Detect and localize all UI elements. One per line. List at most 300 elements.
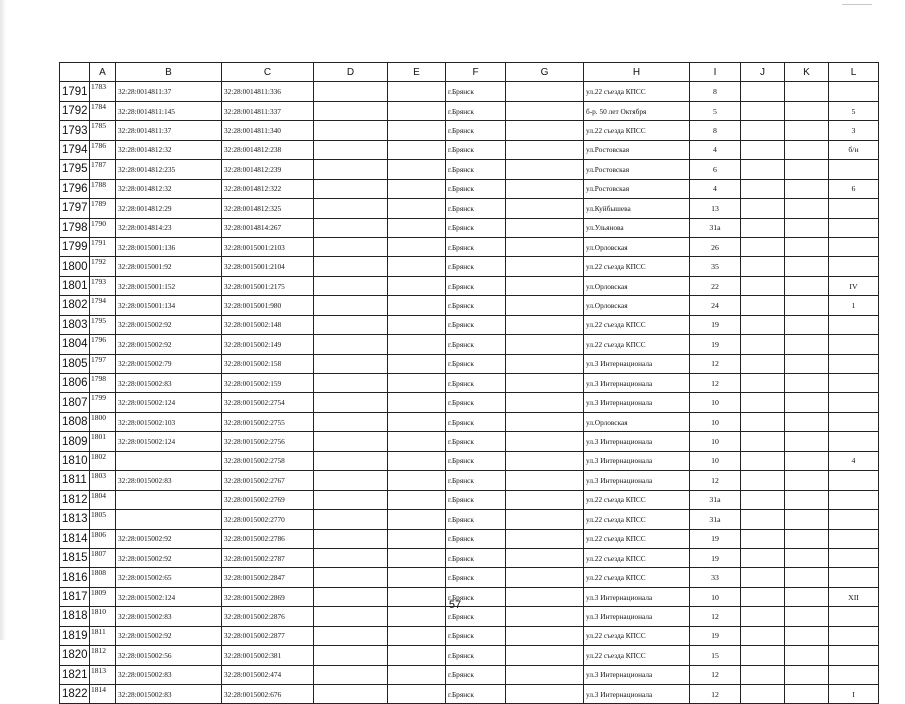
cell-f[interactable]: г.Брянск <box>446 646 506 665</box>
cell-e[interactable] <box>388 82 446 101</box>
cell-c[interactable]: 32:28:0015002:158 <box>222 354 314 373</box>
cell-e[interactable] <box>388 276 446 295</box>
cell-g[interactable] <box>506 82 584 101</box>
cell-a[interactable]: 1801 <box>90 432 116 451</box>
cell-j[interactable] <box>741 393 785 412</box>
cell-h[interactable]: ул.22 съезда КПСС <box>584 490 690 509</box>
cell-h[interactable]: ул.22 съезда КПСС <box>584 626 690 645</box>
cell-i[interactable]: 12 <box>690 354 741 373</box>
cell-i[interactable]: 19 <box>690 315 741 334</box>
cell-e[interactable] <box>388 354 446 373</box>
cell-f[interactable]: г.Брянск <box>446 548 506 567</box>
cell-l[interactable] <box>829 393 879 412</box>
cell-l[interactable] <box>829 315 879 334</box>
cell-l[interactable] <box>829 160 879 179</box>
cell-k[interactable] <box>785 685 829 704</box>
cell-a[interactable]: 1783 <box>90 82 116 101</box>
cell-d[interactable] <box>314 471 388 490</box>
cell-h[interactable]: ул.Орловская <box>584 237 690 256</box>
cell-e[interactable] <box>388 121 446 140</box>
cell-e[interactable] <box>388 374 446 393</box>
cell-h[interactable]: ул.22 съезда КПСС <box>584 257 690 276</box>
cell-a[interactable]: 1804 <box>90 490 116 509</box>
row-number[interactable]: 1796 <box>60 179 90 198</box>
cell-e[interactable] <box>388 626 446 645</box>
cell-b[interactable]: 32:28:0014812:32 <box>116 179 222 198</box>
cell-a[interactable]: 1797 <box>90 354 116 373</box>
cell-d[interactable] <box>314 665 388 684</box>
cell-l[interactable] <box>829 510 879 529</box>
cell-h[interactable]: ул.Орловская <box>584 276 690 295</box>
cell-f[interactable]: г.Брянск <box>446 335 506 354</box>
cell-a[interactable]: 1811 <box>90 626 116 645</box>
cell-l[interactable] <box>829 237 879 256</box>
column-header-k[interactable]: K <box>785 63 829 82</box>
cell-i[interactable]: 4 <box>690 179 741 198</box>
cell-i[interactable]: 31а <box>690 218 741 237</box>
cell-l[interactable] <box>829 82 879 101</box>
cell-k[interactable] <box>785 218 829 237</box>
cell-j[interactable] <box>741 646 785 665</box>
cell-b[interactable]: 32:28:0015001:92 <box>116 257 222 276</box>
cell-i[interactable]: 13 <box>690 199 741 218</box>
cell-d[interactable] <box>314 276 388 295</box>
cell-g[interactable] <box>506 276 584 295</box>
cell-g[interactable] <box>506 529 584 548</box>
cell-f[interactable]: г.Брянск <box>446 354 506 373</box>
cell-i[interactable]: 8 <box>690 121 741 140</box>
cell-c[interactable]: 32:28:0015002:2770 <box>222 510 314 529</box>
cell-b[interactable]: 32:28:0014811:145 <box>116 101 222 120</box>
column-header-a[interactable]: A <box>90 63 116 82</box>
cell-k[interactable] <box>785 393 829 412</box>
cell-b[interactable]: 32:28:0014811:37 <box>116 82 222 101</box>
cell-a[interactable]: 1791 <box>90 237 116 256</box>
cell-j[interactable] <box>741 471 785 490</box>
cell-c[interactable]: 32:28:0015002:676 <box>222 685 314 704</box>
cell-g[interactable] <box>506 374 584 393</box>
cell-l[interactable] <box>829 626 879 645</box>
cell-i[interactable]: 33 <box>690 568 741 587</box>
cell-g[interactable] <box>506 315 584 334</box>
column-header-j[interactable]: J <box>741 63 785 82</box>
cell-f[interactable]: г.Брянск <box>446 626 506 645</box>
row-number[interactable]: 1798 <box>60 218 90 237</box>
cell-f[interactable]: г.Брянск <box>446 529 506 548</box>
cell-d[interactable] <box>314 393 388 412</box>
cell-d[interactable] <box>314 354 388 373</box>
cell-d[interactable] <box>314 296 388 315</box>
cell-b[interactable]: 32:28:0015001:136 <box>116 237 222 256</box>
cell-k[interactable] <box>785 296 829 315</box>
cell-b[interactable]: 32:28:0015002:92 <box>116 315 222 334</box>
cell-e[interactable] <box>388 393 446 412</box>
cell-h[interactable]: ул.3 Интернационала <box>584 374 690 393</box>
cell-k[interactable] <box>785 548 829 567</box>
cell-d[interactable] <box>314 529 388 548</box>
cell-i[interactable]: 5 <box>690 101 741 120</box>
cell-g[interactable] <box>506 121 584 140</box>
cell-c[interactable]: 32:28:0014812:325 <box>222 199 314 218</box>
row-number[interactable]: 1821 <box>60 665 90 684</box>
row-number[interactable]: 1820 <box>60 646 90 665</box>
row-number[interactable]: 1815 <box>60 548 90 567</box>
cell-c[interactable]: 32:28:0014812:322 <box>222 179 314 198</box>
cell-a[interactable]: 1803 <box>90 471 116 490</box>
row-number[interactable]: 1809 <box>60 432 90 451</box>
cell-l[interactable] <box>829 548 879 567</box>
cell-f[interactable]: г.Брянск <box>446 510 506 529</box>
cell-e[interactable] <box>388 218 446 237</box>
row-number[interactable]: 1808 <box>60 412 90 431</box>
cell-e[interactable] <box>388 296 446 315</box>
row-number[interactable]: 1818 <box>60 607 90 626</box>
cell-b[interactable]: 32:28:0015002:83 <box>116 685 222 704</box>
cell-e[interactable] <box>388 529 446 548</box>
cell-a[interactable]: 1813 <box>90 665 116 684</box>
cell-a[interactable]: 1807 <box>90 548 116 567</box>
cell-b[interactable]: 32:28:0015002:124 <box>116 587 222 606</box>
row-number[interactable]: 1797 <box>60 199 90 218</box>
row-number[interactable]: 1805 <box>60 354 90 373</box>
cell-i[interactable]: 31а <box>690 490 741 509</box>
cell-l[interactable] <box>829 257 879 276</box>
cell-c[interactable]: 32:28:0015002:2754 <box>222 393 314 412</box>
cell-b[interactable]: 32:28:0015001:152 <box>116 276 222 295</box>
cell-j[interactable] <box>741 354 785 373</box>
row-number[interactable]: 1817 <box>60 587 90 606</box>
cell-h[interactable]: ул.22 съезда КПСС <box>584 82 690 101</box>
cell-f[interactable]: г.Брянск <box>446 451 506 470</box>
cell-c[interactable]: 32:28:0014814:267 <box>222 218 314 237</box>
cell-h[interactable]: б-р. 50 лет Октября <box>584 101 690 120</box>
cell-f[interactable]: г.Брянск <box>446 276 506 295</box>
cell-j[interactable] <box>741 665 785 684</box>
cell-k[interactable] <box>785 257 829 276</box>
cell-k[interactable] <box>785 568 829 587</box>
cell-c[interactable]: 32:28:0014812:238 <box>222 140 314 159</box>
cell-c[interactable]: 32:28:0015002:159 <box>222 374 314 393</box>
cell-j[interactable] <box>741 101 785 120</box>
cell-e[interactable] <box>388 101 446 120</box>
cell-f[interactable]: г.Брянск <box>446 665 506 684</box>
cell-e[interactable] <box>388 490 446 509</box>
cell-d[interactable] <box>314 646 388 665</box>
cell-a[interactable]: 1787 <box>90 160 116 179</box>
cell-k[interactable] <box>785 471 829 490</box>
cell-l[interactable] <box>829 354 879 373</box>
cell-k[interactable] <box>785 587 829 606</box>
cell-e[interactable] <box>388 568 446 587</box>
cell-k[interactable] <box>785 529 829 548</box>
cell-d[interactable] <box>314 490 388 509</box>
cell-b[interactable]: 32:28:0014811:37 <box>116 121 222 140</box>
cell-g[interactable] <box>506 237 584 256</box>
column-header-i[interactable]: I <box>690 63 741 82</box>
cell-f[interactable]: г.Брянск <box>446 179 506 198</box>
cell-d[interactable] <box>314 432 388 451</box>
cell-d[interactable] <box>314 374 388 393</box>
cell-h[interactable]: ул.3 Интернационала <box>584 451 690 470</box>
cell-d[interactable] <box>314 510 388 529</box>
cell-b[interactable]: 32:28:0015002:83 <box>116 471 222 490</box>
cell-f[interactable]: г.Брянск <box>446 490 506 509</box>
cell-e[interactable] <box>388 607 446 626</box>
cell-e[interactable] <box>388 335 446 354</box>
cell-b[interactable]: 32:28:0015002:83 <box>116 607 222 626</box>
cell-a[interactable]: 1809 <box>90 587 116 606</box>
cell-f[interactable]: г.Брянск <box>446 685 506 704</box>
cell-a[interactable]: 1796 <box>90 335 116 354</box>
cell-h[interactable]: ул.3 Интернационала <box>584 607 690 626</box>
cell-j[interactable] <box>741 607 785 626</box>
cell-j[interactable] <box>741 412 785 431</box>
cell-l[interactable] <box>829 568 879 587</box>
cell-h[interactable]: ул.3 Интернационала <box>584 685 690 704</box>
cell-k[interactable] <box>785 626 829 645</box>
cell-d[interactable] <box>314 626 388 645</box>
cell-j[interactable] <box>741 218 785 237</box>
cell-e[interactable] <box>388 179 446 198</box>
cell-h[interactable]: ул.3 Интернационала <box>584 471 690 490</box>
cell-b[interactable]: 32:28:0015002:79 <box>116 354 222 373</box>
cell-h[interactable]: ул.22 съезда КПСС <box>584 510 690 529</box>
cell-i[interactable]: 19 <box>690 548 741 567</box>
cell-a[interactable]: 1799 <box>90 393 116 412</box>
cell-d[interactable] <box>314 101 388 120</box>
cell-c[interactable]: 32:28:0014811:340 <box>222 121 314 140</box>
cell-g[interactable] <box>506 393 584 412</box>
cell-c[interactable]: 32:28:0015002:2877 <box>222 626 314 645</box>
cell-a[interactable]: 1784 <box>90 101 116 120</box>
cell-g[interactable] <box>506 101 584 120</box>
cell-e[interactable] <box>388 587 446 606</box>
cell-j[interactable] <box>741 374 785 393</box>
cell-h[interactable]: ул.3 Интернационала <box>584 665 690 684</box>
cell-e[interactable] <box>388 412 446 431</box>
cell-a[interactable]: 1795 <box>90 315 116 334</box>
cell-g[interactable] <box>506 140 584 159</box>
cell-l[interactable]: 5 <box>829 101 879 120</box>
cell-d[interactable] <box>314 548 388 567</box>
cell-a[interactable]: 1792 <box>90 257 116 276</box>
row-number[interactable]: 1806 <box>60 374 90 393</box>
row-number[interactable]: 1822 <box>60 685 90 704</box>
cell-c[interactable]: 32:28:0015002:2756 <box>222 432 314 451</box>
cell-b[interactable]: 32:28:0014812:235 <box>116 160 222 179</box>
cell-g[interactable] <box>506 471 584 490</box>
column-header-l[interactable]: L <box>829 63 879 82</box>
cell-a[interactable]: 1786 <box>90 140 116 159</box>
cell-f[interactable]: г.Брянск <box>446 587 506 606</box>
cell-d[interactable] <box>314 160 388 179</box>
row-number[interactable]: 1810 <box>60 451 90 470</box>
cell-i[interactable]: 35 <box>690 257 741 276</box>
cell-h[interactable]: ул.Куйбышева <box>584 199 690 218</box>
cell-g[interactable] <box>506 510 584 529</box>
cell-j[interactable] <box>741 179 785 198</box>
cell-h[interactable]: ул.Ростовская <box>584 179 690 198</box>
cell-c[interactable]: 32:28:0015002:2876 <box>222 607 314 626</box>
cell-k[interactable] <box>785 665 829 684</box>
cell-g[interactable] <box>506 218 584 237</box>
cell-l[interactable]: 6 <box>829 179 879 198</box>
column-header-g[interactable]: G <box>506 63 584 82</box>
cell-i[interactable]: 12 <box>690 607 741 626</box>
cell-b[interactable] <box>116 490 222 509</box>
cell-c[interactable]: 32:28:0015002:2869 <box>222 587 314 606</box>
cell-g[interactable] <box>506 548 584 567</box>
cell-b[interactable]: 32:28:0015002:65 <box>116 568 222 587</box>
cell-c[interactable]: 32:28:0014812:239 <box>222 160 314 179</box>
cell-l[interactable]: 1 <box>829 296 879 315</box>
column-header-f[interactable]: F <box>446 63 506 82</box>
cell-c[interactable]: 32:28:0014811:336 <box>222 82 314 101</box>
cell-i[interactable]: 4 <box>690 140 741 159</box>
cell-d[interactable] <box>314 451 388 470</box>
cell-f[interactable]: г.Брянск <box>446 568 506 587</box>
cell-i[interactable]: 12 <box>690 374 741 393</box>
cell-f[interactable]: г.Брянск <box>446 393 506 412</box>
cell-d[interactable] <box>314 412 388 431</box>
row-number[interactable]: 1801 <box>60 276 90 295</box>
column-header-d[interactable]: D <box>314 63 388 82</box>
cell-a[interactable]: 1785 <box>90 121 116 140</box>
cell-i[interactable]: 12 <box>690 685 741 704</box>
cell-b[interactable]: 32:28:0015002:92 <box>116 626 222 645</box>
cell-a[interactable]: 1802 <box>90 451 116 470</box>
cell-a[interactable]: 1798 <box>90 374 116 393</box>
cell-j[interactable] <box>741 548 785 567</box>
cell-f[interactable]: г.Брянск <box>446 218 506 237</box>
cell-c[interactable]: 32:28:0015002:149 <box>222 335 314 354</box>
column-header-c[interactable]: C <box>222 63 314 82</box>
cell-e[interactable] <box>388 510 446 529</box>
cell-l[interactable] <box>829 412 879 431</box>
cell-f[interactable]: г.Брянск <box>446 237 506 256</box>
cell-j[interactable] <box>741 140 785 159</box>
cell-d[interactable] <box>314 607 388 626</box>
cell-a[interactable]: 1793 <box>90 276 116 295</box>
cell-e[interactable] <box>388 685 446 704</box>
cell-i[interactable]: 10 <box>690 432 741 451</box>
cell-g[interactable] <box>506 432 584 451</box>
cell-d[interactable] <box>314 685 388 704</box>
cell-j[interactable] <box>741 490 785 509</box>
cell-l[interactable]: I <box>829 685 879 704</box>
cell-d[interactable] <box>314 121 388 140</box>
cell-b[interactable]: 32:28:0015002:83 <box>116 665 222 684</box>
cell-k[interactable] <box>785 354 829 373</box>
cell-a[interactable]: 1810 <box>90 607 116 626</box>
cell-j[interactable] <box>741 160 785 179</box>
cell-h[interactable]: ул.3 Интернационала <box>584 432 690 451</box>
cell-e[interactable] <box>388 315 446 334</box>
cell-b[interactable]: 32:28:0014812:32 <box>116 140 222 159</box>
cell-d[interactable] <box>314 587 388 606</box>
cell-i[interactable]: 31а <box>690 510 741 529</box>
cell-j[interactable] <box>741 335 785 354</box>
cell-a[interactable]: 1800 <box>90 412 116 431</box>
cell-g[interactable] <box>506 587 584 606</box>
cell-f[interactable]: г.Брянск <box>446 101 506 120</box>
cell-l[interactable] <box>829 335 879 354</box>
cell-k[interactable] <box>785 237 829 256</box>
cell-k[interactable] <box>785 490 829 509</box>
cell-j[interactable] <box>741 82 785 101</box>
cell-h[interactable]: ул.22 съезда КПСС <box>584 121 690 140</box>
cell-i[interactable]: 6 <box>690 160 741 179</box>
cell-j[interactable] <box>741 237 785 256</box>
cell-b[interactable]: 32:28:0015002:103 <box>116 412 222 431</box>
cell-k[interactable] <box>785 646 829 665</box>
cell-j[interactable] <box>741 568 785 587</box>
cell-c[interactable]: 32:28:0015002:2767 <box>222 471 314 490</box>
cell-k[interactable] <box>785 432 829 451</box>
cell-i[interactable]: 19 <box>690 626 741 645</box>
cell-c[interactable]: 32:28:0015001:2175 <box>222 276 314 295</box>
cell-b[interactable]: 32:28:0014814:23 <box>116 218 222 237</box>
cell-l[interactable] <box>829 374 879 393</box>
cell-i[interactable]: 19 <box>690 335 741 354</box>
cell-h[interactable]: ул.22 съезда КПСС <box>584 646 690 665</box>
cell-i[interactable]: 12 <box>690 471 741 490</box>
cell-f[interactable]: г.Брянск <box>446 199 506 218</box>
row-number[interactable]: 1804 <box>60 335 90 354</box>
cell-i[interactable]: 10 <box>690 412 741 431</box>
cell-b[interactable]: 32:28:0015002:56 <box>116 646 222 665</box>
row-number[interactable]: 1793 <box>60 121 90 140</box>
cell-b[interactable] <box>116 451 222 470</box>
cell-g[interactable] <box>506 257 584 276</box>
column-header-e[interactable]: E <box>388 63 446 82</box>
cell-a[interactable]: 1806 <box>90 529 116 548</box>
cell-b[interactable]: 32:28:0015002:124 <box>116 432 222 451</box>
cell-l[interactable] <box>829 529 879 548</box>
cell-j[interactable] <box>741 529 785 548</box>
cell-f[interactable]: г.Брянск <box>446 160 506 179</box>
cell-k[interactable] <box>785 82 829 101</box>
cell-k[interactable] <box>785 199 829 218</box>
cell-k[interactable] <box>785 315 829 334</box>
cell-j[interactable] <box>741 587 785 606</box>
cell-g[interactable] <box>506 607 584 626</box>
cell-e[interactable] <box>388 471 446 490</box>
cell-b[interactable]: 32:28:0015002:92 <box>116 548 222 567</box>
cell-d[interactable] <box>314 237 388 256</box>
cell-k[interactable] <box>785 160 829 179</box>
cell-i[interactable]: 15 <box>690 646 741 665</box>
cell-h[interactable]: ул.22 съезда КПСС <box>584 529 690 548</box>
cell-a[interactable]: 1814 <box>90 685 116 704</box>
cell-i[interactable]: 22 <box>690 276 741 295</box>
cell-l[interactable]: 3 <box>829 121 879 140</box>
cell-c[interactable]: 32:28:0015002:2755 <box>222 412 314 431</box>
cell-d[interactable] <box>314 140 388 159</box>
column-header-b[interactable]: B <box>116 63 222 82</box>
cell-h[interactable]: ул.22 съезда КПСС <box>584 315 690 334</box>
cell-l[interactable]: б/н <box>829 140 879 159</box>
cell-j[interactable] <box>741 685 785 704</box>
cell-g[interactable] <box>506 451 584 470</box>
cell-k[interactable] <box>785 121 829 140</box>
cell-k[interactable] <box>785 335 829 354</box>
cell-f[interactable]: г.Брянск <box>446 412 506 431</box>
cell-j[interactable] <box>741 276 785 295</box>
cell-a[interactable]: 1812 <box>90 646 116 665</box>
cell-d[interactable] <box>314 179 388 198</box>
cell-c[interactable]: 32:28:0015002:2787 <box>222 548 314 567</box>
